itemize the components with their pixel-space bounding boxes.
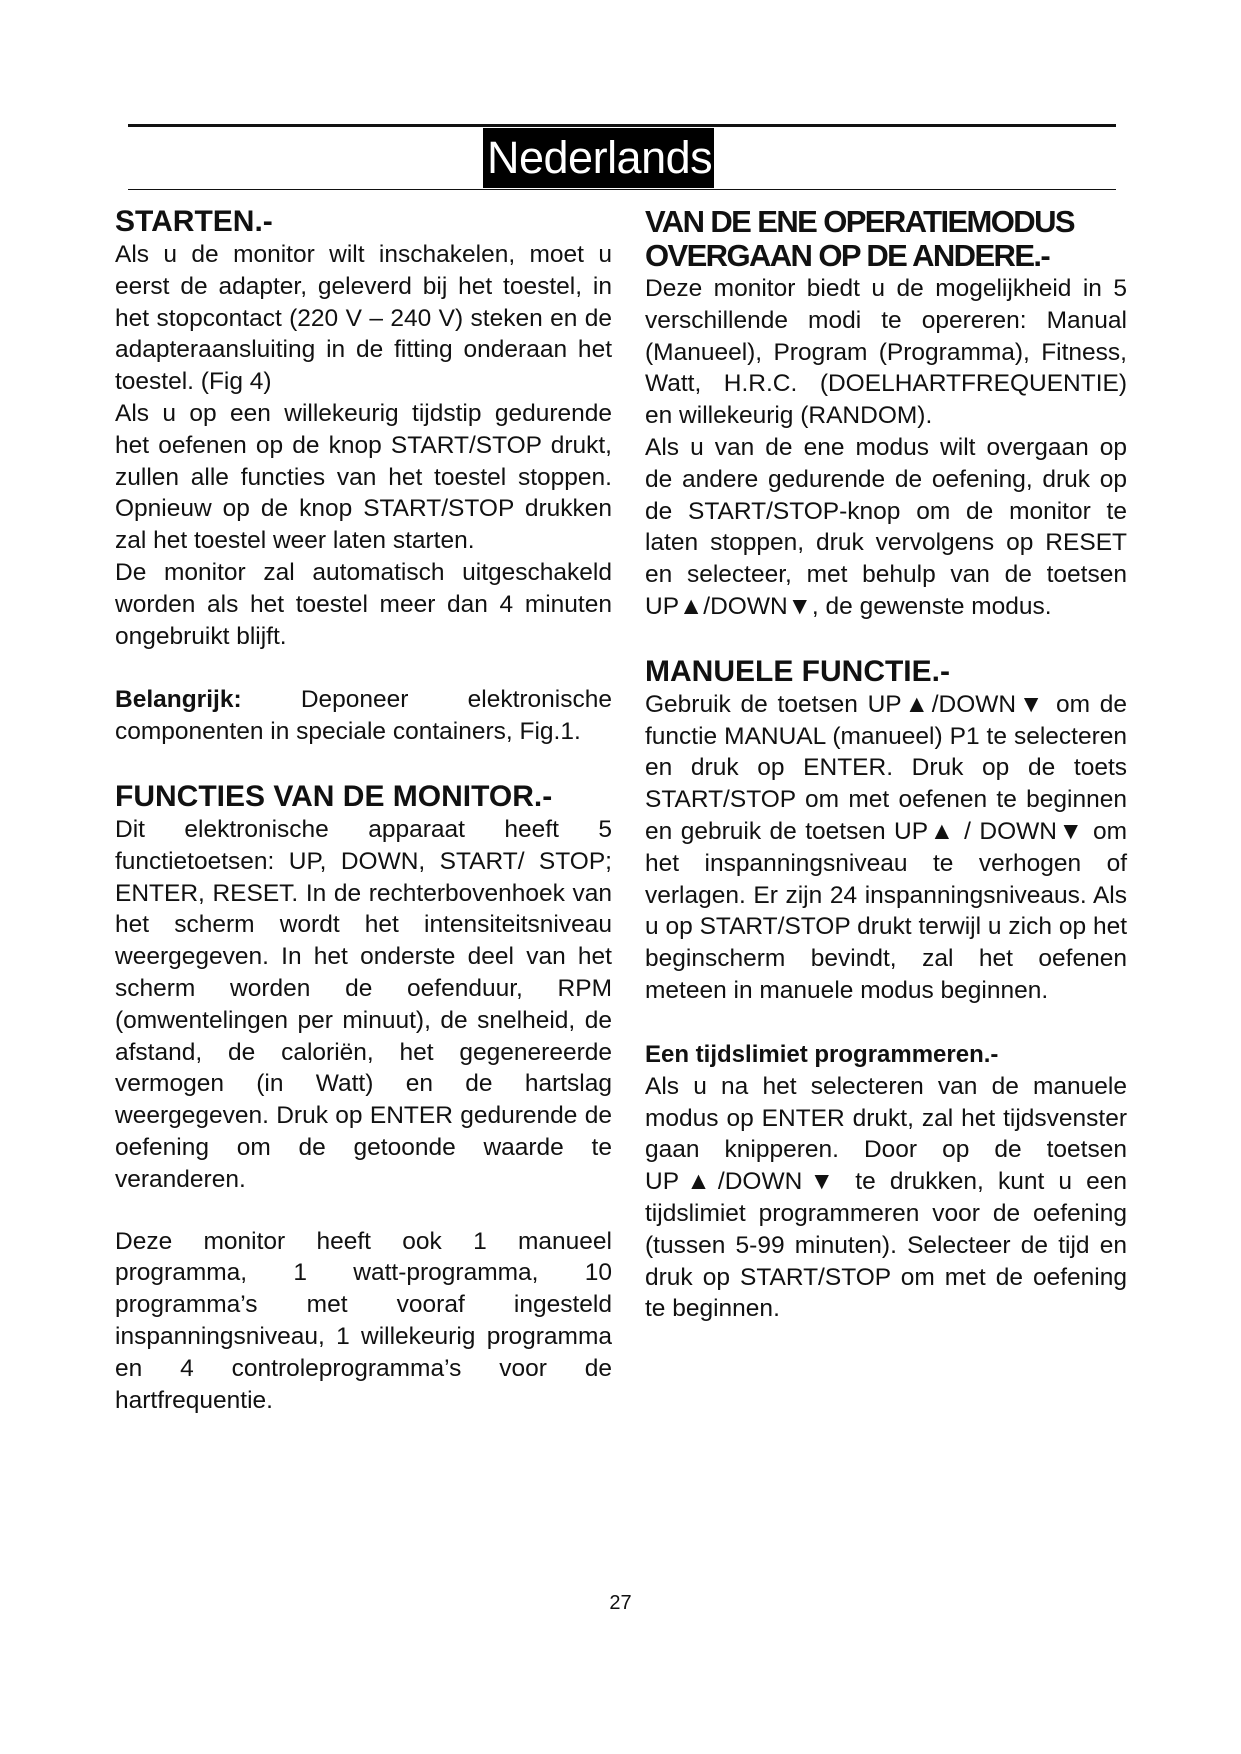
belangrijk-text: Deponeer elektronische componenten in speciale containers, Fig.1.	[115, 686, 612, 746]
functies-paragraph-1: Dit elektronische apparaat heeft 5 functietoetsen: UP, DOWN, START/ STOP; ENTER, RESET. In de rechterbovenhoek van het scherm wordt het intensiteitsniveau weergegeven. In het onderste deel van het scherm worden de oefenduur, RPM (omwentelingen per minuut), de snelheid, de afstand, de caloriën, het gegenereerde vermogen (in Watt) en de hartslag weergegeven. Druk op ENTER gedurende de oefening om de getoonde waarde te veranderen.	[115, 815, 612, 1193]
header-rule-top	[128, 124, 1116, 127]
manuele-paragraph-1: Gebruik de toetsen UP▲/DOWN▼ om de functie MANUAL (manueel) P1 te selecteren en druk op ENTER. Druk op de toets START/STOP om met oefenen te beginnen en gebruik de toetsen UP▲ / DOWN▼ om het inspanningsniveau te verhogen of verlagen. Er zijn 24 inspanningsniveaus. Als u op START/STOP drukt terwijl u zich op het beginscherm bevindt, zal het oefenen meteen in manuele modus beginnen.	[645, 690, 1127, 1004]
page-number: 27	[609, 1592, 632, 1614]
belangrijk-note	[115, 684, 612, 748]
section-title-starten: STARTEN.-	[115, 205, 273, 238]
modus-paragraph-2: Als u van de ene modus wilt overgaan op de andere gedurende de oefening, druk op de START/STOP-knop om de monitor te laten stoppen, druk vervolgens op RESET en selecteer, met behulp van de toetsen UP▲/DOWN▼, de gewenste modus.	[645, 433, 1127, 620]
starten-paragraph-1: Als u de monitor wilt inschakelen, moet u eerst de adapter, geleverd bij het toestel, in het stopcontact (220 V – 240 V) steken en de adapteraansluiting in de fitting onderaan het toestel. (Fig 4)	[115, 241, 612, 396]
section-title-functies: FUNCTIES VAN DE MONITOR.-	[115, 779, 553, 813]
language-banner: Nederlands	[483, 128, 714, 188]
header-rule-bottom	[128, 189, 1116, 190]
tijdslimiet-paragraph-1: Als u na het selecteren van de manuele modus op ENTER drukt, zal het tijdsvenster gaan knipperen. Door op de toetsen UP▲/DOWN▼ te drukken, kunt u een tijdslimiet programmeren voor de oefening (tussen 5-99 minuten). Selecteer de tijd en druk op START/STOP om met de oefening te beginnen.	[645, 1072, 1127, 1323]
subsection-title-tijdslimiet: Een tijdslimiet programmeren.-	[645, 1040, 999, 1068]
starten-paragraph-3: De monitor zal automatisch uitgeschakeld worden als het toestel meer dan 4 minuten ongebruikt blijft.	[115, 558, 612, 650]
section-title-manuele: MANUELE FUNCTIE.-	[645, 654, 950, 688]
modus-paragraph-1: Deze monitor biedt u de mogelijkheid in 5 verschillende modi te opereren: Manual (Manueel), Program (Programma), Fitness, Watt, H.R.C. (DOELHARTFREQUENTIE) en willekeurig (RANDOM).	[645, 275, 1127, 430]
section-title-modus: VAN DE ENE OPERATIEMODUS OVERGAAN OP DE ANDERE.-	[645, 204, 1074, 273]
left-column	[115, 205, 612, 1416]
right-column	[645, 205, 1127, 1325]
belangrijk-label: Belangrijk:	[115, 686, 242, 714]
starten-paragraph-2: Als u op een willekeurig tijdstip gedurende het oefenen op de knop START/STOP drukt, zullen alle functies van het toestel stoppen. Opnieuw op de knop START/STOP drukken zal het toestel weer laten starten.	[115, 399, 612, 555]
functies-paragraph-2: Deze monitor heeft ook 1 manueel programma, 1 watt-programma, 10 programma’s met vooraf ingesteld inspanningsniveau, 1 willekeurig programma en 4 controleprogramma’s voor de hartfrequentie.	[115, 1227, 612, 1414]
